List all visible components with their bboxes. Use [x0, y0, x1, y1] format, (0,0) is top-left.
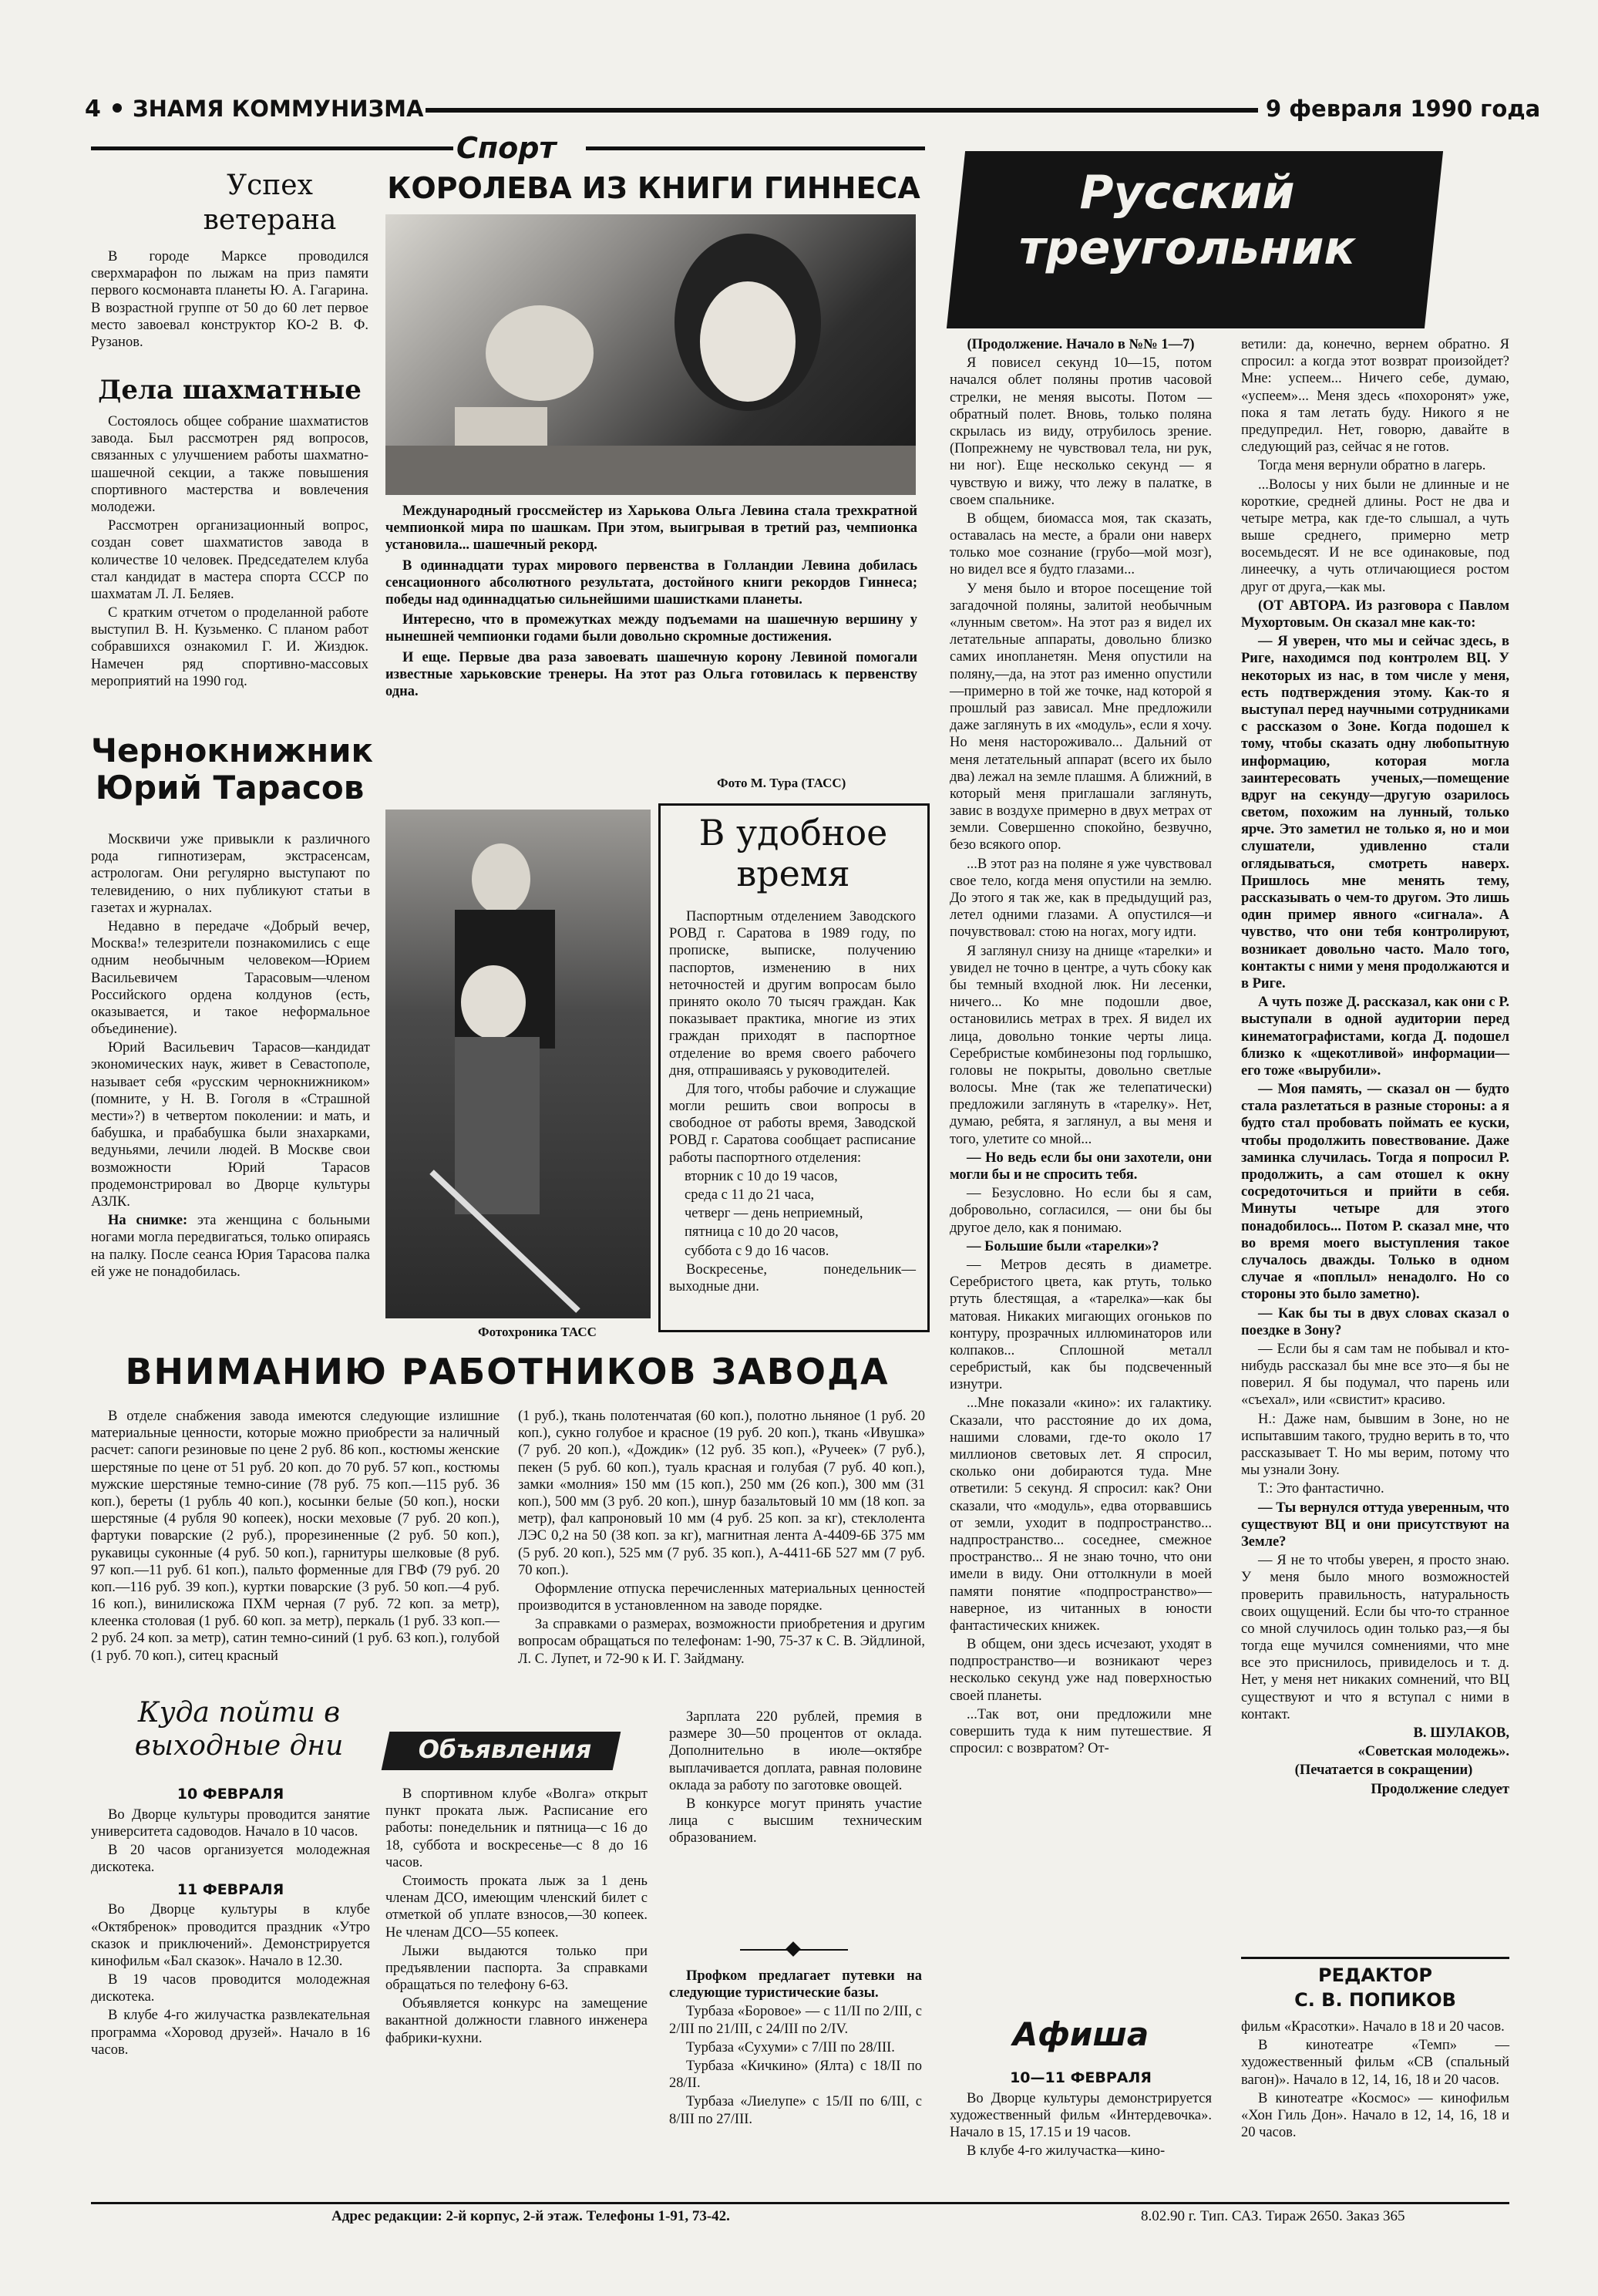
- profkom-article: [669, 1968, 922, 2129]
- triangle-paragraph: — Я не то чтобы уверен, я просто знаю. У меня было много возможностей проверить правильность, натуральность своих ощущений. Если бы что-то странное со мной случилось один только раз,—я бы тогда еще мучился сомнениями, что мне все это приснилось, привиделось и т. д. Нет, у меня нет никаких сомнений, что ВЦ существуют и что я вступал с ними в контакт.: [1241, 1553, 1509, 1722]
- ads-paragraph: В спортивном клубе «Волга» открыт пункт проката лыж. Расписание его работы: понедельник и пятница—с 16 до 18, суббота и воскресенье—с 8 до 16 часов.: [385, 1786, 648, 1870]
- attention-paragraph: Оформление отпуска перечисленных материальных ценностей производится в установленном на заводе порядке.: [518, 1581, 925, 1614]
- convenient-article: [669, 908, 916, 1297]
- chess-paragraph: Рассмотрен организационный вопрос, создан совет шахматистов завода в количестве 10 человек. Председателем клуба стал кандидат в мастера спорта СССР по шахматам Л. Л. Беляев.: [91, 518, 368, 602]
- attention-paragraph: В отделе снабжения завода имеются следующие излишние материальные ценности, которые можно приобрести за наличный расчет: сапоги резиновые по цене 2 руб. 86 коп., костюмы женские шерстяные по цене от 51 руб. 20 коп. до 70 руб. 57 коп., костюмы мужские шерстяные темно-синие (78 руб. 75 коп.—115 руб. 36 коп.), береты (1 рубль 40 коп.), косынки белые (50 коп.), носки шерстяные (4 рубля 90 копеек), носки меховые (7 руб. 20 коп.), фартуки поварские (2 руб.), прорезиненные (2 руб. 50 коп.), рукавицы суконные (4 руб. 50 коп.), гарнитуры шелковые (8 руб. 97 коп.—11 руб. 61 коп.), пальто форменные для ГВФ (79 руб. 20 коп.—116 руб. 39 коп.), куртки поварские (3 руб. 50 коп.—4 руб. 16 коп.), винилискожа ПХМ черная (7 руб. 72 коп. за метр), клеенка столовая (1 руб. 60 коп. за метр), перкаль (1 руб. 33 коп.—2 руб. 24 коп. за метр), сатин темно-синий (1 руб. 63 коп.), голубой (1 руб. 70 коп.), ситец красный: [91, 1409, 500, 1664]
- schedule-line: вторник с 10 до 19 часов,: [685, 1168, 838, 1184]
- masthead-rule: [426, 108, 1258, 113]
- triangle-question: — Но ведь если бы они захотели, они могли бы и не спросить тебя.: [950, 1150, 1212, 1183]
- triangle-paragraph: А чуть позже Д. рассказал, как они с Р. выступали в одной аудитории перед кинематографистами, когда Д. подошел близко к «щекотливой» информации—его тоже «вырубили».: [1241, 995, 1509, 1079]
- chess-title: Дела шахматные: [98, 375, 362, 406]
- weekend-title: Куда пойти в выходные дни: [134, 1697, 344, 1762]
- afisha-paragraph: В клубе 4-го жилучастка—кино-: [967, 2143, 1166, 2160]
- afisha-paragraph: Во Дворце культуры демонстрируется художественный фильм «Интердевочка». Начало в 15, 17.15 и 19 часов.: [950, 2090, 1212, 2141]
- convenient-paragraph: Паспортным отделением Заводского РОВД г. Саратова в 1989 году, по прописке, выписке, получению паспортов, изменению в них неточностей и другим вопросам было принято около 70 тысяч граждан. Как показывает практика, многие из этих граждан приходят в паспортное отделение во время своего рабочего дня, отпрашиваясь у руководителей.: [669, 909, 916, 1079]
- triangle-question: — Как бы ты в двух словах сказал о поездке в Зону?: [1241, 1305, 1509, 1338]
- afisha-col1: [950, 2065, 1212, 2162]
- attention-col1: [91, 1408, 500, 1666]
- sport-rule-left: [91, 146, 453, 150]
- editor-rule: [1241, 1957, 1509, 1959]
- ads-paragraph: Объявляется конкурс на замещение вакантной должности главного инженера фабрики-кухни.: [385, 1996, 648, 2046]
- triangle-paragraph: — Если бы я сам там не побывал и кто-нибудь рассказал бы мне все это—я бы не поверил. Я бы подумал, что парень или «съехал», или «свистит» красиво.: [1241, 1341, 1509, 1409]
- salary-paragraph: Зарплата 220 рублей, премия в размере 30—50 процентов от оклада. Дополнительно в июле—октябре выплачивается доплата, равная половине оклада за работу по заготовке овощей.: [669, 1709, 922, 1793]
- afisha-title: Афиша: [1012, 2015, 1149, 2053]
- photo-note-label: На снимке:: [108, 1213, 188, 1229]
- triangle-paragraph: В общем, биомасса моя, так сказать, оставалась на месте, а брали они наверх только мое сознание (грубо—мой мозг), но видел все я будто глазами...: [950, 510, 1212, 578]
- schedule-line: среда с 11 до 21 часа,: [685, 1187, 815, 1203]
- salary-paragraph: В конкурсе могут принять участие лица с высшим техническим образованием.: [669, 1796, 922, 1847]
- triangle-paragraph: — Моя память, — сказал он — будто стала разлетаться в разные стороны: а я будто стал пробовать поймать ее куски, чтобы продолжить повествование. Даже заминка случилась. Тогда я попросил Р. продолжить, а сам отошел к окну сосредоточиться и прийти в себя. Минуты четыре для этого понадобилось... Потом Р. сказал мне, что во время моего выступления такое случалось дважды. Только в одном случае я «поплыл» ненадолго. Но со стороны это было заметно).: [1241, 1082, 1509, 1303]
- weekend-paragraph: В клубе 4-го жилучастка развлекательная программа «Хоровод друзей». Начало в 16 часов.: [91, 2008, 370, 2058]
- triangle-author-paper: «Советская молодежь».: [1357, 1744, 1509, 1760]
- triangle-question: — Ты вернулся оттуда уверенным, что существуют ВЦ и они присутствуют на Земле?: [1241, 1500, 1509, 1550]
- schedule-line: суббота с 9 до 16 часов.: [685, 1243, 829, 1259]
- guinness-title: КОРОЛЕВА ИЗ КНИГИ ГИННЕСА: [387, 171, 920, 205]
- photo-note-text: эта женщина с больными ногами могла передвигаться, только опираясь на палку. После сеанса Юрия Тарасова палка ей уже не понадобилась.: [91, 1213, 371, 1280]
- guinness-photo-credit: Фото М. Тура (ТАСС): [717, 776, 846, 790]
- schedule-line: четверг — день неприемный,: [685, 1206, 863, 1222]
- afisha-date: 10—11 ФЕВРАЛЯ: [1010, 2069, 1152, 2086]
- chess-paragraph: Состоялось общее собрание шахматистов завода. Был рассмотрен ряд вопросов, связанных с улучшением работы шахматно-шашечной секции, а также повышения спортивного мастерства и вовлечения молодежи.: [91, 414, 368, 515]
- profkom-item: Турбаза «Боровое» — с 11/II по 2/III, с 2/III по 21/III, с 24/III по 2/IV.: [669, 2004, 922, 2037]
- triangle-author: В. ШУЛАКОВ,: [1413, 1725, 1509, 1741]
- bullet: [113, 103, 122, 113]
- guinness-paragraph: Международный гроссмейстер из Харькова Ольга Левина стала трехкратной чемпионкой мира по шашкам. При этом, выигрывая в третий раз, чемпионка установила... шашечный рекорд.: [385, 503, 917, 554]
- triangle-to-be-continued: Продолжение следует: [1371, 1781, 1509, 1797]
- chess-champion-illustration: [385, 214, 916, 495]
- convenient-title: В удобное время: [698, 812, 888, 894]
- profkom-item: Турбаза «Кичкино» (Ялта) с 18/II по 28/II.: [669, 2058, 922, 2092]
- triangle-question: — Большие были «тарелки»?: [967, 1238, 1159, 1254]
- warlock-illustration: [385, 810, 651, 1318]
- triangle-paragraph: Тогда меня вернули обратно в лагерь.: [1258, 458, 1486, 474]
- print-info: 8.02.90 г. Тип. САЗ. Тираж 2650. Заказ 365: [1141, 2208, 1405, 2224]
- editorial-address: Адрес редакции: 2-й корпус, 2-й этаж. Телефоны 1-91, 73-42.: [331, 2208, 730, 2224]
- warlock-photo: [385, 810, 651, 1318]
- warlock-paragraph: Юрий Васильевич Тарасов—кандидат экономических наук, живет в Севастополе, называет себя «русским чернокнижником» (помните, у Н. В. Гоголя в «Страшной мести»?) в четвертом поколении: и мать, и бабушка, и прабабушка были знахарками, ведуньями, лечили людей. В Москве свои возможности Юрий Тарасов продемонстрировал во Дворце культуры АЗЛК.: [91, 1040, 370, 1210]
- triangle-paragraph: ...Так вот, они предложили мне совершить туда к ним путешествие. Я спросил: с возвратом? От-: [950, 1706, 1212, 1757]
- guinness-paragraph: В одиннадцати турах мирового первенства в Голландии Левина добилась сенсационного абсолютного результата, достойного книги рекордов Гиннеса; победы над одиннадцатью сильнейшими шашистками планеты.: [385, 557, 917, 608]
- triangle-paragraph: Я повисел секунд 10—15, потом начался облет поляны против часовой стрелки, не меняя высоты. Потом — обратный полет. Вновь, только поляна скрылась из виду, отрубилось зрение. (Попрежнему не чувствовал тела, ни рук, ни ног). Еще несколько секунд — я чувствую и вижу, что лежу в палатке, в своем спальнике.: [950, 355, 1212, 508]
- afisha-paragraph: фильм «Красотки». Начало в 18 и 20 часов.: [1241, 2019, 1505, 2035]
- weekend-paragraph: Во Дворце культуры в клубе «Октябренок» проводится праздник «Утро сказок и приключений». Демонстрируется кинофильм «Бал сказок». Начало в 12.30.: [91, 1902, 370, 1969]
- veteran-title: Успех ветерана: [203, 170, 337, 236]
- triangle-paragraph: (ОТ АВТОРА. Из разговора с Павлом Мухортовым. Он сказал мне как-то:: [1241, 598, 1509, 631]
- chess-article: [91, 413, 368, 692]
- ads-title: Объявления: [418, 1735, 592, 1764]
- sport-section-label: Спорт: [456, 131, 557, 165]
- sport-rule-right: [586, 146, 925, 150]
- triangle-paragraph: Я заглянул снизу на днище «тарелки» и увидел не точно в центре, а чуть сбоку как бы темный входной люк. Ни лесенки, ничего... Ко мне подошли двое, остановились метрах в трех. Я видел их лица, довольно тонкие черты лица. Серебристые комбинезоны под горлышко, головы не покрыты, довольно светлые волосы. Мне (так же телепатически) предложили заглянуть в «тарелку». Нет, думаю, ребята, я заглянул, а вы меня и того, улетите со мной...: [950, 943, 1212, 1147]
- profkom-item: Турбаза «Сухуми» с 7/III по 28/III.: [686, 2039, 895, 2055]
- triangle-continuation: (Продолжение. Начало в №№ 1—7): [967, 337, 1195, 352]
- issue-date: 9 февраля 1990 года: [1266, 96, 1541, 122]
- weekend-listing: [91, 1781, 370, 2060]
- guinness-caption: [385, 503, 917, 703]
- ads-paragraph: Стоимость проката лыж за 1 день членам ДСО, имеющим членский билет с отметкой об уплате взносов,—30 копеек. Не членам ДСО—55 копеек.: [385, 1873, 648, 1941]
- triangle-paragraph: У меня было и второе посещение той загадочной поляны, залитой необычным «лунным светом». На этот раз я видел их летательные аппараты, довольно близко самих инопланетян. Меня опустили на поляну,—да, на этот раз именно опустили—примерно в той же точке, над которой я прошлый раз зависал. Мне предложили даже заглянуть в их «модуль», если я хочу. Но меня настороживало... Дальний от меня летательный аппарат (всего их было два) лежал на земле плашмя. А ближний, в который меня приглашали заглянуть, завис в воздухе примерно в двух метрах от земли. Совершенно спокойно, безвучно, безо всякого опор.: [950, 581, 1212, 853]
- ads-paragraph: Лыжи выдаются только при предъявлении паспорта. За справками обращаться по телефону 6-63.: [385, 1943, 648, 1994]
- triangle-title: Русский треугольник: [1018, 166, 1356, 275]
- triangle-col1: [950, 336, 1212, 1759]
- afisha-col2: [1241, 2018, 1509, 2143]
- profkom-lead: Профком предлагает путевки на следующие туристические базы.: [669, 1968, 922, 2001]
- veteran-paragraph: В городе Марксе проводился сверхмарафон по лыжам на приз памяти первого космонавта планеты Ю. А. Гагарина. В возрастной группе от 50 до 60 лет первое место завоевал конструктор КО-2 В. Ф. Рузанов.: [91, 249, 368, 350]
- weekend-date: 10 ФЕВРАЛЯ: [177, 1786, 284, 1803]
- weekend-paragraph: Во Дворце культуры проводится занятие университета садоводов. Начало в 10 часов.: [91, 1806, 370, 1840]
- ads-article: [385, 1786, 648, 2049]
- triangle-paragraph: ветили: да, конечно, вернем обратно. Я спросил: а когда этот возврат произойдет? Мне: успеем... Ничего себе, думаю, «успеем»... Меня здесь «похоронят» уже, пока я там летать буду. Никого я не предупредил. Нет, говорю, давайте в следующий раз, сейчас я не готов.: [1241, 337, 1509, 456]
- triangle-paragraph: ...В этот раз на поляне я уже чувствовал свое тело, когда меня опустили на землю. До этого я так же, как в предыдущий раз, летел одними глазами. А опустился—и почувствовал: стою на ногах, могу идти.: [950, 856, 1212, 941]
- triangle-paragraph: — Я уверен, что мы и сейчас здесь, в Риге, находимся под контролем ВЦ. У некоторых из нас, в том числе у меня, есть подтверждения этому. Как-то я выступал перед научными сотрудниками с рассказом о Зоне. Когда подошел к тому, чтобы сказать одну любопытную информацию, которая могла заинтересовать ученых,—помещение вдруг на секунду—другую озарилось светом, похожим на лунный, только ярче. Это заметил не только я, но и мои слушатели, удивленно стали оглядываться, смотреть наверх. Пришлось мне менять тему, рассказывать о чем-то другом. Это лишь один пример явного «сигнала». А чувство, что они тебя контролируют, возникает довольно часто. Мало того, контакты с ними у меня продолжаются и в Риге.: [1241, 634, 1509, 991]
- attention-col2: [518, 1408, 925, 1669]
- warlock-photo-note: [91, 1212, 370, 1281]
- veteran-article: [91, 248, 368, 352]
- triangle-paragraph: ...Волосы у них были не длинные и не короткие, средней длины. Рост не два и четыре метра, как где-то слышал, а чуть выше среднего, примерно метр восемьдесят. И не все одинаковые, под линеечку, а чуть отличающиеся ростом друг от друга,—как мы.: [1241, 476, 1509, 595]
- attention-paragraph: За справками о размерах, возможности приобретения и другим вопросам обращаться по телефонам: 1-90, 75-37 к С. В. Эйдлиной, Л. С. Лупет, и 72-90 к И. Г. Зайдману.: [518, 1617, 925, 1667]
- triangle-shortened: (Печатается в сокращении): [1294, 1762, 1473, 1779]
- warlock-paragraph: Москвичи уже привыкли к различного рода гипнотизерам, экстрасенсам, астрологам. Они регулярно выступают по телевидению, о них публикуют статьи в газетах и журналах.: [91, 832, 370, 916]
- afisha-paragraph: В кинотеатре «Космос» — кинофильм «Хон Гиль Дон». Начало в 12, 14, 16, 18 и 20 часов.: [1241, 2090, 1509, 2141]
- triangle-paragraph: ...Мне показали «кино»: их галактику. Сказали, что расстояние до их дома, нашими словами, где-то около 17 миллионов световых лет. Я спросил, сколько они добираются туда. Мне ответили: 5 секунд. Я спросил: как? Они сказали, что «модуль», едва оторвавшись от земли, уходит в подпространство... надпространство... соседнее, смежное пространство... Я не знаю точно, что они имели в виду. Они оттолкнули в моей памяти понятие «подпространство»—наверное, из читанных в юности фантастических книжек.: [950, 1395, 1212, 1634]
- guinness-paragraph: И еще. Первые два раза завоевать шашечную корону Левиной помогали известные харьковские тренеры. На этот раз Ольга готовилась к первенству одна.: [385, 649, 917, 699]
- chess-champion-photo: [385, 214, 916, 495]
- warlock-article: [91, 831, 370, 1282]
- weekend-paragraph: В 20 часов организуется молодежная дискотека.: [91, 1843, 370, 1876]
- warlock-paragraph: Недавно в передаче «Добрый вечер, Москва!» телезрители познакомились с еще одним необычным человеком—Юрием Васильевичем Тарасовым—членом Российского ордена колдунов (есть, оказывается, и такое неформальное объединение).: [91, 918, 370, 1038]
- profkom-item: Турбаза «Лиелупе» с 15/II по 6/III, с 8/III по 27/III.: [669, 2094, 922, 2127]
- attention-title: ВНИМАНИЮ РАБОТНИКОВ ЗАВОДА: [125, 1351, 890, 1392]
- footer-rule: [91, 2202, 1509, 2204]
- salary-article: [669, 1709, 922, 1849]
- triangle-col2: [1241, 336, 1509, 1799]
- warlock-title: Чернокнижник Юрий Тарасов: [91, 732, 374, 807]
- page-number: 4: [85, 96, 101, 123]
- weekend-paragraph: В 19 часов проводится молодежная дискотека.: [91, 1972, 370, 2005]
- warlock-photo-credit: Фотохроника ТАСС: [478, 1325, 597, 1339]
- convenient-paragraph: Для того, чтобы рабочие и служащие могли решить свои вопросы в свободное от работы время, Заводской РОВД г. Саратова сообщает расписание работы паспортного отделения:: [669, 1081, 916, 1166]
- triangle-paragraph: — Метров десять в диаметре. Серебристого цвета, как ртуть, только ртуть блестящая, а «тарелка»—как бы матовая. Никаких мигающих огоньков по контуру, прозрачных иллюминаторов или колпаков... Сплошной металл серебристый, как бы подсвеченный изнутри.: [950, 1257, 1212, 1393]
- newspaper-name: ЗНАМЯ КОММУНИЗМА: [133, 96, 424, 122]
- triangle-paragraph: — Безусловно. Но если бы я сам, добровольно, согласился, — они бы бы другое дело, как я понимаю.: [950, 1186, 1212, 1236]
- afisha-paragraph: В кинотеатре «Темп» — художественный фильм «СВ (спальный вагон)». Начало в 12, 14, 16, 18 и 20 часов.: [1241, 2038, 1509, 2088]
- chess-paragraph: С кратким отчетом о проделанной работе выступил В. Н. Кузьменко. С планом работ собравшихся ознакомил Г. И. Жиздюк. Намечен ряд спортивно-массовых мероприятий на 1990 год.: [91, 605, 368, 689]
- guinness-paragraph: Интересно, что в промежутках между подъемами на шашечную вершину у нынешней чемпионки годами были довольно скромные достижения.: [385, 612, 917, 645]
- editor-label: РЕДАКТОР: [1318, 1964, 1432, 1986]
- editor-name: С. В. ПОПИКОВ: [1294, 1989, 1456, 2011]
- schedule-line: пятница с 10 до 20 часов,: [685, 1224, 839, 1241]
- divider-diamond: [786, 1941, 801, 1957]
- triangle-paragraph: Н.: Даже нам, бывшим в Зоне, но не испытавшим такого, трудно верить в то, что рассказывает Т. Но мы верим, потому что мы узнали Зону.: [1241, 1411, 1509, 1479]
- triangle-paragraph: В общем, они здесь исчезают, уходят в подпространство—и возникают через несколько секунд уже над поверхностью своей планеты.: [950, 1637, 1212, 1704]
- convenient-closing: Воскресенье, понедельник—выходные дни.: [669, 1261, 916, 1294]
- weekend-date: 11 ФЕВРАЛЯ: [177, 1880, 284, 1898]
- triangle-paragraph: Т.: Это фантастично.: [1258, 1481, 1384, 1497]
- attention-paragraph: (1 руб.), ткань полотенчатая (60 коп.), полотно льняное (1 руб. 20 коп.), сукно голубое и красное (19 руб. 20 коп.), ткань «Ивушка» (7 руб. 20 коп.), «Дождик» (12 руб. 35 коп.), «Ручеек» (7 руб.), пекен (5 руб. 60 коп.), туаль красная и голубая (7 руб. 40 коп.), замки «молния» 150 мм (15 коп.), 250 мм (26 коп.), 300 мм (31 коп.), 500 мм (3 руб. 20 коп.), шнур базальтовый 10 мм (18 коп. за метр), фал капроновый 10 мм (4 руб. 25 коп. за кг), стеклолента ЛЭС 0,2 на 50 (38 коп. за кг), магнитная лента А-4409-6Б 375 мм (5 руб. 20 коп.), 525 мм (7 руб. 35 коп.), А-4411-6Б 527 мм (7 руб. 70 коп.).: [518, 1409, 925, 1578]
